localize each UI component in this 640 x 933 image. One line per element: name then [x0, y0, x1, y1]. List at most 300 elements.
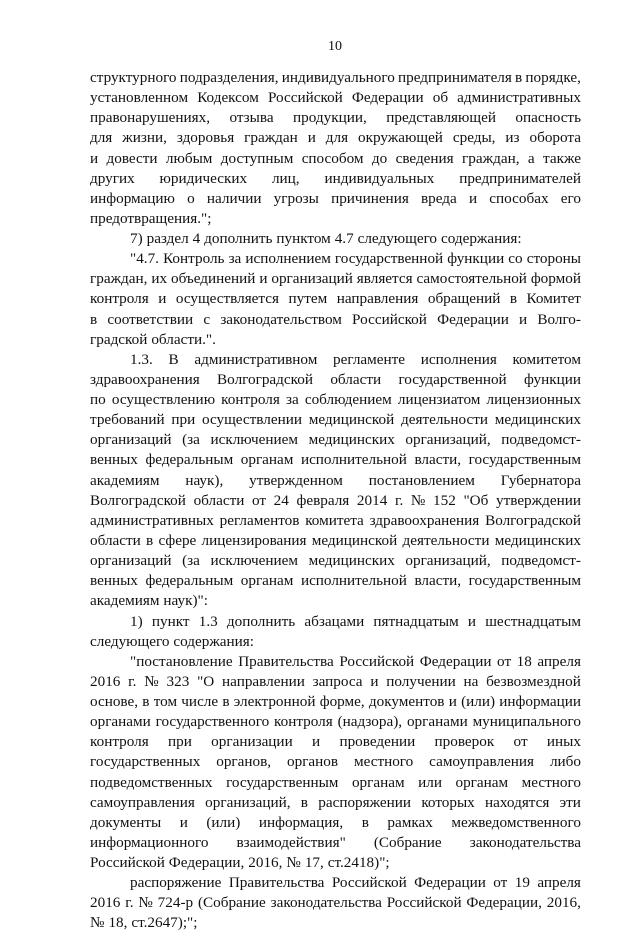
- word: и: [259, 270, 268, 288]
- word: Правительства: [238, 652, 334, 670]
- word: из: [505, 129, 520, 147]
- word: Губернатора: [500, 471, 581, 489]
- word: академиям: [90, 471, 160, 489]
- word: организаций: [90, 431, 172, 449]
- text-line: [90, 793, 581, 813]
- word: продукции,: [293, 109, 367, 127]
- word: в: [90, 310, 98, 328]
- word: иных: [546, 733, 581, 751]
- text-line: [90, 571, 581, 591]
- word: лицензионных: [486, 391, 581, 409]
- word: венных: [90, 572, 138, 590]
- word: юридических: [159, 169, 248, 187]
- text-line: [130, 873, 581, 893]
- text-line: [90, 390, 581, 410]
- word: органами: [90, 713, 151, 731]
- word: наличии: [206, 189, 262, 207]
- word: и: [179, 813, 188, 831]
- word: и: [370, 672, 379, 690]
- word: 1.3: [198, 612, 218, 630]
- word: федеральным: [145, 451, 234, 469]
- word: шестнадцатым: [485, 612, 581, 630]
- word: органами: [406, 713, 468, 731]
- word: которых: [421, 793, 475, 811]
- word: рамках: [387, 813, 433, 831]
- text-line: [90, 692, 581, 712]
- word: "Об: [463, 491, 489, 509]
- word: государственной: [398, 370, 507, 388]
- word: деятельности: [401, 411, 488, 429]
- word: 24: [273, 491, 289, 509]
- text-line: [130, 249, 581, 269]
- word: области: [330, 370, 382, 388]
- word: соответствии: [107, 310, 194, 328]
- word: государственным: [468, 572, 581, 590]
- word: подведомст-: [501, 431, 581, 449]
- word: регламентов: [219, 511, 300, 529]
- word: В: [168, 350, 179, 368]
- word: и: [307, 129, 316, 147]
- word: 1): [130, 612, 143, 630]
- word: и: [448, 693, 457, 711]
- word: самоуправления: [429, 753, 535, 771]
- word: 17,: [304, 854, 324, 872]
- word: в: [142, 693, 150, 711]
- word: для: [90, 129, 113, 147]
- word: эти: [559, 793, 581, 811]
- word: государственной: [334, 250, 444, 268]
- text-line: [130, 612, 581, 632]
- text-line: [90, 712, 581, 732]
- word: с: [203, 310, 211, 328]
- word: в: [300, 793, 308, 811]
- word: обращений: [427, 290, 501, 308]
- text-line: [90, 289, 581, 309]
- word: также: [543, 149, 581, 167]
- word: в: [361, 813, 369, 831]
- word: формой: [530, 270, 581, 288]
- text-line: [90, 370, 581, 390]
- word: в: [146, 531, 154, 549]
- word: комитета: [305, 511, 364, 529]
- word: деятельности: [402, 531, 490, 549]
- word: государственным: [226, 773, 339, 791]
- word: в: [222, 693, 230, 711]
- word: либо: [549, 753, 581, 771]
- word: способом: [301, 149, 364, 167]
- word: законодательством: [220, 310, 342, 328]
- word: предпринимателя: [397, 69, 512, 86]
- word: государственного: [155, 713, 270, 731]
- word: регламенте: [333, 350, 406, 368]
- word: 18: [516, 652, 532, 670]
- text-line: [90, 672, 581, 692]
- text-line: [90, 169, 581, 189]
- word: здравоохранения: [369, 511, 480, 529]
- word: и: [90, 149, 99, 167]
- word: 2016,: [248, 854, 283, 872]
- word: Волго-: [537, 310, 581, 328]
- word: медицинских: [308, 431, 395, 449]
- word: Федерации: [419, 652, 492, 670]
- word: государственным: [468, 451, 581, 469]
- word: органам: [351, 773, 405, 791]
- text-line: [90, 108, 581, 128]
- word: лицензирования: [201, 531, 307, 549]
- text-line: [130, 229, 581, 249]
- word: 19: [514, 874, 530, 892]
- text-line: [90, 893, 581, 913]
- word: местного: [521, 773, 581, 791]
- word: местного: [353, 753, 414, 771]
- word: 4.7: [334, 230, 354, 248]
- word: исполнительной: [300, 451, 407, 469]
- word: в: [515, 69, 523, 86]
- word: содержания:: [173, 632, 255, 650]
- text-line: [90, 813, 581, 833]
- word: организаций,: [405, 552, 491, 570]
- word: а: [527, 149, 535, 167]
- word: самостоятельной: [416, 270, 527, 288]
- word: документов: [368, 693, 445, 711]
- word: №: [410, 491, 426, 509]
- text-line: [90, 149, 581, 169]
- word: градской: [90, 330, 148, 348]
- word: подведомст-: [501, 552, 581, 570]
- word: и: [468, 189, 478, 207]
- word: медицинских: [494, 411, 581, 429]
- word: (или): [206, 813, 241, 831]
- word: оборота: [529, 129, 581, 147]
- word: подразделения,: [179, 69, 279, 86]
- word: требований: [90, 411, 165, 429]
- word: других: [90, 169, 135, 187]
- text-line: [90, 511, 581, 531]
- word: содержания:: [440, 230, 522, 248]
- word: организаций: [271, 270, 353, 288]
- word: получении: [386, 672, 456, 690]
- word: "постановление: [130, 652, 233, 670]
- word: 152: [433, 491, 456, 509]
- word: административных: [90, 511, 214, 529]
- word: направления: [336, 290, 419, 308]
- word: административных: [457, 89, 581, 107]
- word: медицинских: [308, 552, 395, 570]
- word: постановлением: [368, 471, 475, 489]
- word: является: [356, 270, 413, 288]
- word: информационного: [90, 833, 209, 851]
- word: от: [513, 733, 528, 751]
- word: организации: [211, 733, 293, 751]
- word: №: [144, 672, 159, 690]
- word: Российской: [339, 652, 415, 670]
- text-line: [90, 310, 581, 330]
- text-line: [90, 531, 581, 551]
- word: органов,: [216, 753, 272, 771]
- text-line: [90, 752, 581, 772]
- word: контроля: [274, 713, 333, 731]
- word: самоуправления: [90, 793, 195, 811]
- word: межведомственного: [451, 813, 581, 831]
- word: отзыва: [229, 109, 274, 127]
- word: распоряжение: [130, 874, 222, 892]
- word: сведения: [395, 149, 454, 167]
- text-line: [90, 833, 581, 853]
- word: порядке,: [525, 69, 581, 86]
- word: (надзора),: [337, 713, 403, 731]
- word: причинения: [331, 189, 409, 207]
- word: соблюдением: [304, 391, 392, 409]
- word: том: [153, 693, 178, 711]
- word: контроля: [90, 290, 149, 308]
- word: апреля: [537, 874, 581, 892]
- word: форме,: [319, 693, 365, 711]
- word: проверок: [434, 733, 495, 751]
- word: законодательства: [469, 833, 581, 851]
- word: их: [151, 270, 168, 288]
- word: установленном: [90, 89, 189, 107]
- word: до: [371, 149, 388, 167]
- text-line: [90, 128, 581, 148]
- word: доступным: [220, 149, 294, 167]
- word: об: [432, 89, 449, 107]
- word: 7): [130, 230, 143, 248]
- text-line: [90, 430, 581, 450]
- word: индивидуального: [281, 69, 395, 86]
- word: угрозы: [273, 189, 319, 207]
- word: сфере: [158, 531, 197, 549]
- word: от: [493, 874, 508, 892]
- word: контроля: [221, 391, 280, 409]
- word: Российской: [331, 874, 407, 892]
- word: ст.2647);";: [131, 914, 198, 932]
- word: информацию: [90, 189, 175, 207]
- word: Российской: [267, 89, 343, 107]
- word: от: [251, 491, 267, 509]
- word: 2016: [90, 894, 121, 912]
- word: безвозмездной: [486, 672, 581, 690]
- word: 2016,: [546, 894, 581, 912]
- text-line: [90, 551, 581, 571]
- word: медицинской: [308, 411, 395, 429]
- page-number: 10: [328, 39, 342, 54]
- word: электронной: [233, 693, 316, 711]
- word: лицензиатом: [397, 391, 481, 409]
- word: исполнением: [245, 250, 331, 268]
- word: пятнадцатым: [373, 612, 459, 630]
- word: находятся: [485, 793, 550, 811]
- word: направлении: [222, 672, 305, 690]
- word: (за: [182, 552, 200, 570]
- word: исключением: [210, 431, 299, 449]
- word: исключением: [210, 552, 299, 570]
- word: следующего: [357, 230, 438, 248]
- word: и: [158, 290, 167, 308]
- word: Кодексом: [197, 89, 259, 107]
- word: за: [228, 250, 242, 268]
- word: законодательства: [270, 894, 382, 912]
- word: организаций: [90, 552, 172, 570]
- text-line: [90, 591, 581, 611]
- text-line: [90, 853, 581, 873]
- word: г.: [125, 894, 134, 912]
- word: предпринимателей: [459, 169, 581, 187]
- word: по: [90, 391, 106, 409]
- text-line: [90, 209, 581, 229]
- word: информация,: [258, 813, 344, 831]
- word: в: [509, 290, 518, 308]
- word: и: [519, 310, 528, 328]
- word: при: [168, 733, 192, 751]
- word: объединений: [170, 270, 256, 288]
- word: Контроль: [163, 250, 225, 268]
- word: со: [508, 250, 523, 268]
- word: №: [90, 914, 105, 932]
- text-line: [90, 491, 581, 511]
- text-line: [130, 652, 581, 672]
- word: 323: [166, 672, 190, 690]
- word: (Собрание: [373, 833, 442, 851]
- word: среды,: [452, 129, 496, 147]
- word: любым: [165, 149, 213, 167]
- word: утверждении: [496, 491, 581, 509]
- word: наук),: [185, 471, 224, 489]
- word: Волгоградской: [90, 491, 186, 509]
- word: пунктом: [276, 230, 331, 248]
- word: г.: [128, 672, 137, 690]
- word: стороны: [526, 250, 581, 268]
- word: осуществлении: [202, 411, 302, 429]
- word: Федерации,: [466, 894, 542, 912]
- word: муниципального: [472, 713, 581, 731]
- word: распоряжении: [318, 793, 412, 811]
- word: функции: [524, 370, 581, 388]
- word: раздел: [146, 230, 189, 248]
- word: организаций,: [405, 431, 491, 449]
- word: "4.7.: [130, 250, 159, 268]
- word: Федерации: [351, 89, 424, 107]
- text-line: [90, 471, 581, 491]
- word: (за: [182, 431, 200, 449]
- word: его: [560, 189, 581, 207]
- word: наук)":: [163, 592, 208, 610]
- word: 724-р: [157, 894, 194, 912]
- text-line: [130, 350, 581, 370]
- word: медицинской: [311, 531, 398, 549]
- word: утвержденном: [249, 471, 343, 489]
- word: и: [312, 733, 321, 751]
- word: Волгоградской: [485, 511, 581, 529]
- word: Федерации,: [168, 854, 245, 872]
- word: способах: [489, 189, 549, 207]
- word: Федерации: [414, 874, 486, 892]
- word: органам: [240, 451, 294, 469]
- word: о: [187, 189, 195, 207]
- word: комитетом: [512, 350, 581, 368]
- word: осуществлению: [111, 391, 216, 409]
- word: ст.2418)";: [327, 854, 390, 872]
- word: (Собрание: [197, 894, 266, 912]
- word: 1.3.: [130, 350, 153, 368]
- word: основе,: [90, 693, 139, 711]
- word: запроса: [312, 672, 363, 690]
- word: граждан,: [90, 270, 148, 288]
- word: органам: [240, 572, 294, 590]
- word: граждан: [244, 129, 298, 147]
- word: №: [286, 854, 301, 872]
- word: пункт: [151, 612, 190, 630]
- word: организаций,: [205, 793, 291, 811]
- word: правонарушениях,: [90, 109, 211, 127]
- word: подведомственных: [90, 773, 213, 791]
- text-line: [90, 88, 581, 108]
- word: функции: [447, 250, 505, 268]
- word: февраля: [296, 491, 350, 509]
- word: окружающей: [358, 129, 443, 147]
- word: числе: [181, 693, 219, 711]
- word: области.".: [151, 330, 216, 348]
- text-line: [90, 773, 581, 793]
- word: представляющей: [386, 109, 496, 127]
- word: и: [467, 612, 477, 630]
- word: административном: [194, 350, 318, 368]
- word: государственных: [90, 753, 201, 771]
- word: контроля: [90, 733, 149, 751]
- word: вреда: [421, 189, 457, 207]
- word: медицинских: [494, 531, 581, 549]
- word: жизни,: [122, 129, 167, 147]
- text-line: [90, 732, 581, 752]
- word: осуществляется: [175, 290, 279, 308]
- word: исполнительной: [300, 572, 407, 590]
- word: апреля: [537, 652, 581, 670]
- word: власти,: [414, 451, 462, 469]
- word: абзацами: [304, 612, 365, 630]
- word: лиц,: [271, 169, 300, 187]
- word: 2014: [356, 491, 388, 509]
- word: путем: [288, 290, 328, 308]
- word: власти,: [414, 572, 462, 590]
- word: следующего: [90, 632, 170, 650]
- text-line: [90, 450, 581, 470]
- word: довести: [106, 149, 158, 167]
- word: Российской: [386, 894, 462, 912]
- word: органов: [287, 753, 339, 771]
- word: Российской: [90, 854, 165, 872]
- word: 2016: [90, 672, 121, 690]
- word: для: [325, 129, 349, 147]
- word: на: [463, 672, 479, 690]
- word: (или): [461, 693, 496, 711]
- text-line: [90, 68, 581, 88]
- text-line: [90, 189, 581, 209]
- word: здоровья: [176, 129, 235, 147]
- word: индивидуальных: [324, 169, 435, 187]
- word: за: [285, 391, 299, 409]
- word: здравоохранения: [90, 370, 200, 388]
- word: дополнить: [226, 612, 296, 630]
- word: Российской: [352, 310, 427, 328]
- word: от: [497, 652, 512, 670]
- word: предотвращения.";: [90, 209, 212, 227]
- word: опасность: [515, 109, 581, 127]
- text-line: [90, 913, 581, 933]
- word: г.: [394, 491, 404, 509]
- word: дополнить: [204, 230, 273, 248]
- word: "О: [197, 672, 215, 690]
- word: 18,: [108, 914, 128, 932]
- word: документы: [90, 813, 162, 831]
